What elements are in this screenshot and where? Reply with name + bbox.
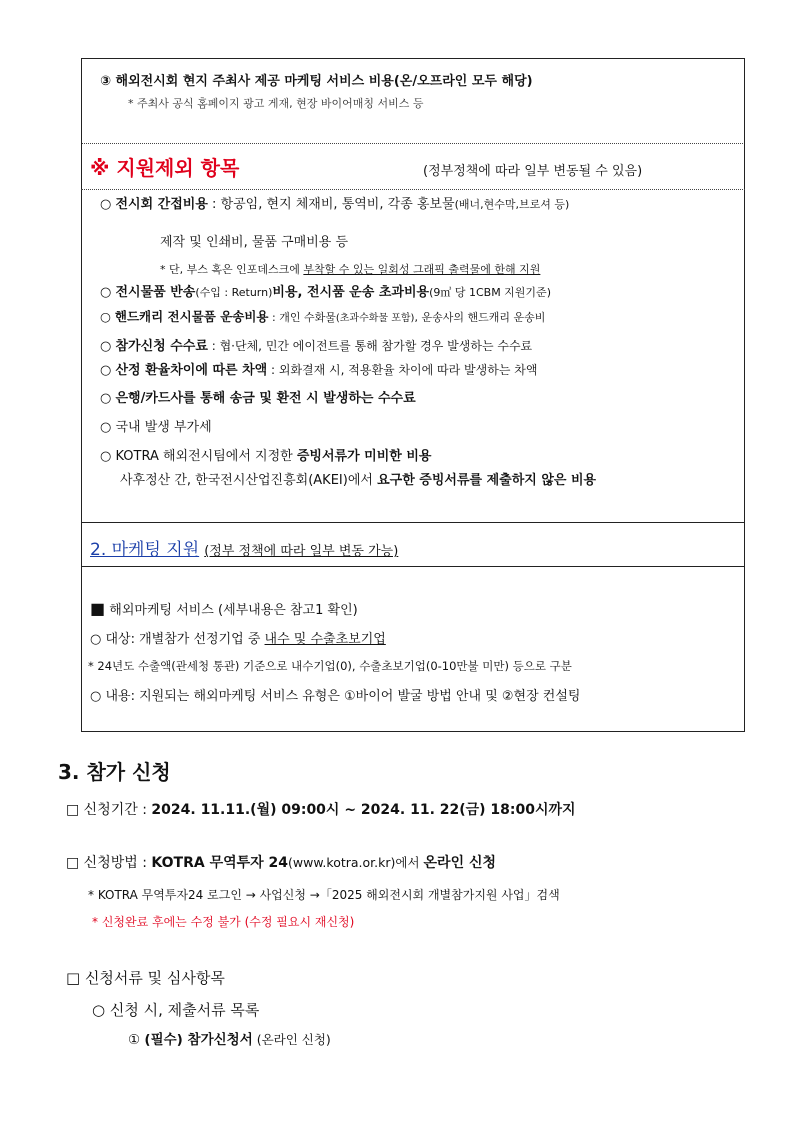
reference-mark: ※ bbox=[90, 156, 110, 180]
exclusion-item-1 bbox=[100, 193, 569, 212]
exclusion-item-7 bbox=[100, 416, 212, 435]
square-icon: ■ bbox=[90, 599, 106, 618]
exclusion-item-1-cont: 제작 및 인쇄비, 물품 구매비용 등 bbox=[160, 235, 349, 250]
exclusion-item-6 bbox=[100, 387, 416, 406]
doc1-note: (온라인 신청) bbox=[252, 1032, 331, 1047]
box-marketing-body bbox=[81, 566, 745, 732]
item-text: 사후정산 간, 한국전시산업진흥회(AKEI)에서 bbox=[120, 473, 378, 488]
marketing-bottom-border bbox=[81, 731, 745, 732]
item-text: : 협·단체, 민간 에이전트를 통해 참가할 경우 발생하는 수수료 bbox=[207, 339, 533, 353]
item-bold: 산정 환율차이에 따른 차액 bbox=[115, 363, 268, 378]
exclusion-item-8-cont bbox=[120, 469, 596, 488]
item-text: : 항공임, 현지 체재비, 통역비, 각종 홍보물 bbox=[207, 197, 455, 212]
note-underlined: 부착할 수 있는 일회성 그래픽 출력물에 한해 지원 bbox=[303, 263, 541, 276]
item-bold: 전시회 간접비용 bbox=[115, 197, 208, 212]
item-bold: 전시물품 반송 bbox=[115, 285, 196, 300]
exclusion-item-3 bbox=[100, 307, 545, 325]
apply-docs-sub: ○ 신청 시, 제출서류 목록 bbox=[92, 1001, 260, 1019]
apply-period bbox=[66, 799, 576, 819]
item-text: : 개인 수화물 bbox=[268, 311, 336, 324]
item-bold: 요구한 증빙서류를 제출하지 않은 비용 bbox=[377, 473, 597, 488]
exclusion-note: (정부정책에 따라 일부 변동될 수 있음) bbox=[423, 164, 643, 179]
apply-method bbox=[66, 852, 496, 872]
item-text: 국내 발생 부가세 bbox=[115, 420, 212, 435]
exclusion-heading bbox=[90, 152, 239, 181]
item-bold: 증빙서류가 미비한 비용 bbox=[296, 449, 432, 464]
dotted-divider-2 bbox=[81, 189, 745, 190]
exclusion-item-5 bbox=[100, 359, 537, 378]
bullet: ○ bbox=[100, 339, 112, 354]
exclusion-item-8 bbox=[100, 445, 432, 464]
exclusion-item-1-note bbox=[160, 261, 540, 277]
marketing-target-note: * 24년도 수출액(관세청 통관) 기준으로 내수기업(0), 수출초보기업(0-10만불 미만) 등으로 구분 bbox=[88, 659, 572, 673]
bullet: ○ bbox=[100, 391, 112, 406]
bullet: ○ bbox=[100, 363, 112, 378]
item-bold: 참가신청 수수료 bbox=[115, 339, 208, 354]
marketing-note: (정부 정책에 따라 일부 변동 가능) bbox=[204, 544, 399, 559]
target-underlined: 내수 및 수출초보기업 bbox=[264, 632, 386, 647]
bullet: ○ bbox=[100, 449, 112, 464]
method-url: (www.kotra.or.kr)에서 bbox=[288, 855, 424, 870]
doc1-number: ① bbox=[128, 1032, 141, 1048]
marketing-target bbox=[90, 628, 386, 647]
item3-number: ③ bbox=[100, 74, 112, 89]
item3-title: 해외전시회 현지 주최사 제공 마케팅 서비스 비용(온/오프라인 모두 해당) bbox=[115, 74, 533, 89]
apply-method-note: * KOTRA 무역투자24 로그인 → 사업신청 →「2025 해외전시회 개별참가지원 사업」검색 bbox=[88, 888, 560, 902]
item-text: KOTRA 해외전시팀에서 지정한 bbox=[115, 449, 297, 464]
marketing-heading bbox=[90, 535, 398, 560]
item-small: (초과수화물 포함) bbox=[335, 313, 415, 324]
item3-note: * 주최사 공식 홈페이지 광고 게재, 현장 바이어매칭 서비스 등 bbox=[128, 97, 424, 110]
exclusion-title: 지원제외 항목 bbox=[116, 156, 240, 180]
note-text: * 단, 부스 혹은 인포데스크에 bbox=[160, 263, 304, 276]
target-text: ○ 대상: 개별참가 선정기업 중 bbox=[90, 632, 265, 647]
method-site: KOTRA 무역투자 24 bbox=[151, 855, 289, 871]
item-text: (수입 : Return) bbox=[195, 286, 273, 299]
item-text: : 외화결재 시, 적용환율 차이에 따라 발생하는 차액 bbox=[267, 363, 538, 377]
method-online: 온라인 신청 bbox=[423, 855, 497, 871]
period-value: 2024. 11.11.(월) 09:00시 ~ 2024. 11. 22(금) 18:00시까지 bbox=[151, 802, 576, 818]
item-text-2: (9㎥ 당 1CBM 지원기준) bbox=[429, 286, 551, 299]
item-bold-2: 비용, 전시품 운송 초과비용 bbox=[272, 285, 430, 300]
exclusion-item-2 bbox=[100, 281, 551, 300]
marketing-service bbox=[90, 599, 358, 618]
item-bold: 은행/카드사를 통해 송금 및 환전 시 발생하는 수수료 bbox=[115, 391, 416, 406]
item3-line bbox=[100, 70, 533, 89]
service-text: 해외마케팅 서비스 (세부내용은 참고1 확인) bbox=[109, 603, 358, 618]
exclusion-item-4 bbox=[100, 335, 532, 354]
item-bold: 핸드캐리 전시물품 운송비용 bbox=[114, 309, 269, 324]
method-label: □ 신청방법 : bbox=[66, 855, 152, 871]
marketing-title: 2. 마케팅 지원 bbox=[90, 540, 200, 560]
item-text-2: , 운송사의 핸드캐리 운송비 bbox=[414, 311, 546, 324]
bullet: ○ bbox=[100, 309, 111, 324]
period-label: □ 신청기간 : bbox=[66, 802, 152, 818]
doc1-title: (필수) 참가신청서 bbox=[144, 1032, 253, 1048]
apply-method-warning: * 신청완료 후에는 수정 불가 (수정 필요시 재신청) bbox=[92, 915, 355, 929]
bullet: ○ bbox=[100, 285, 112, 300]
apply-docs: □ 신청서류 및 심사항목 bbox=[66, 969, 225, 987]
item-small: (배너,현수막,브로셔 등) bbox=[454, 198, 570, 211]
bullet: ○ bbox=[100, 197, 112, 212]
section3-title: 3. 참가 신청 bbox=[58, 760, 171, 784]
marketing-content: ○ 내용: 지원되는 해외마케팅 서비스 유형은 ①바이어 발굴 방법 안내 및 ②현장 컨설팅 bbox=[90, 689, 581, 704]
apply-doc-1 bbox=[128, 1028, 331, 1048]
bullet: ○ bbox=[100, 420, 112, 435]
